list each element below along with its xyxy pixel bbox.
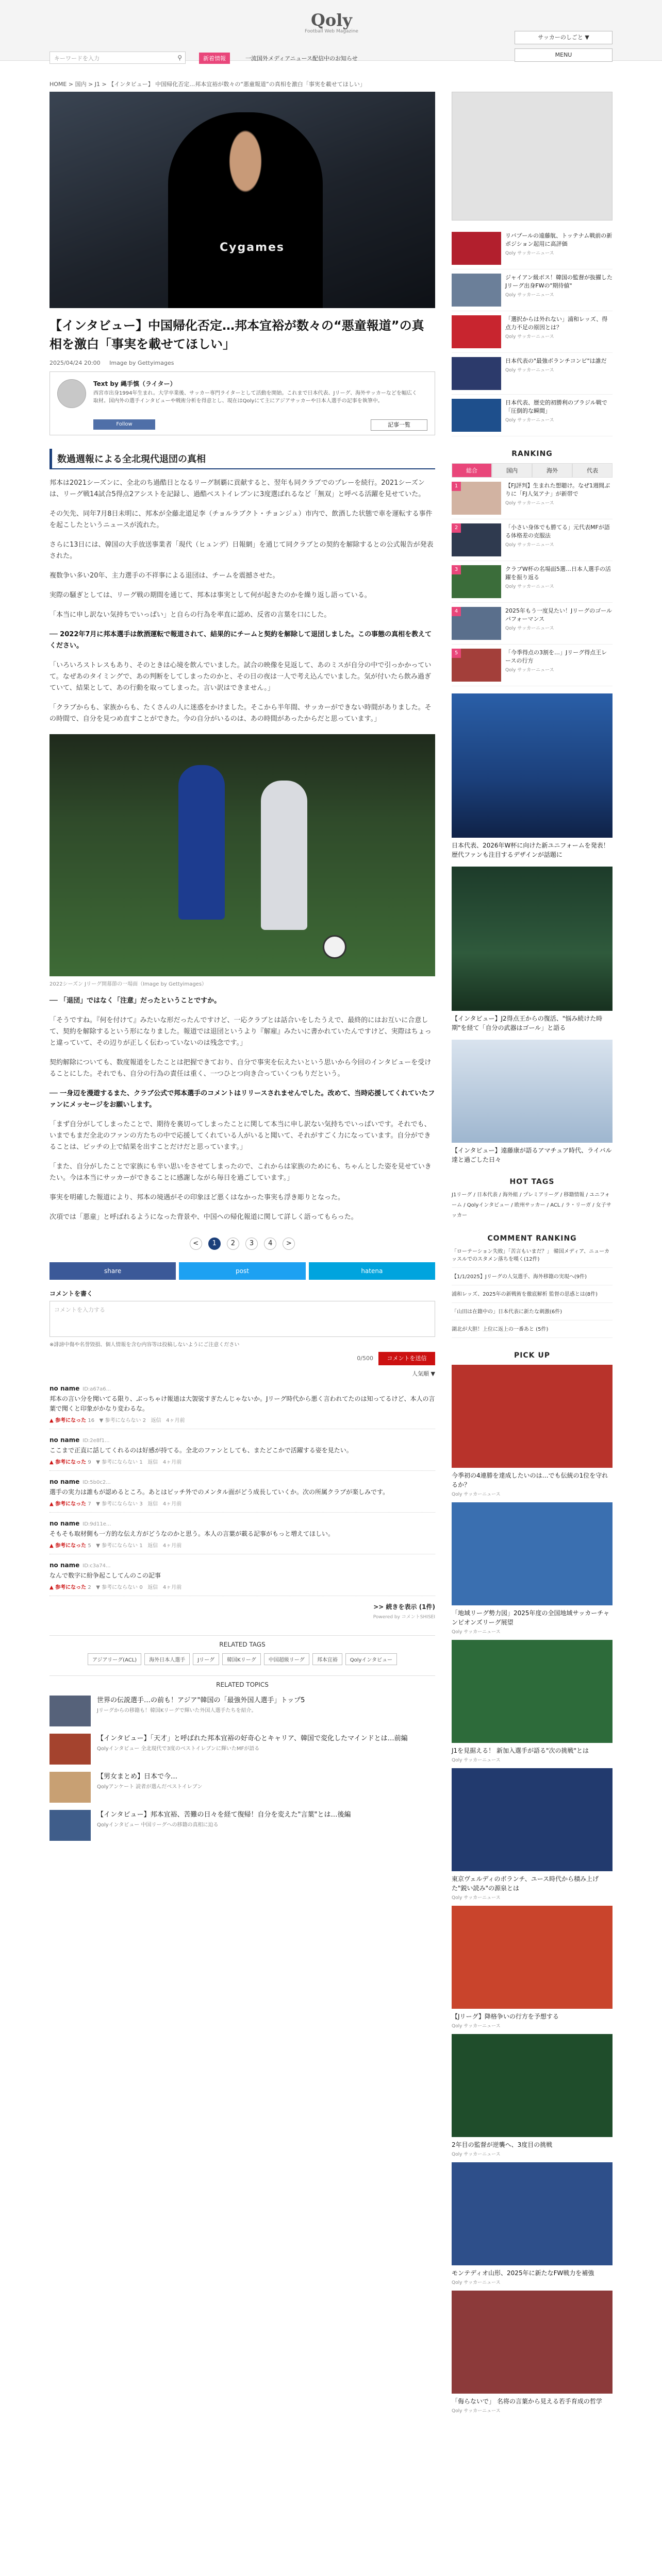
author-bio: 西宮市出身1994年生まれ。大学卒業後、サッカー専門ライターとして活動を開始。これまで日本代表、Jリーグ、海外サッカーなどを幅広く取材。国内外の選手インタビューや戦術分析を得意とし、現在はQolyにて主にアジアサッカーや日本人選手の記事を執筆中。 <box>93 391 417 404</box>
ranking-number: 4 <box>452 607 461 616</box>
comment-good-button[interactable]: ▲ 参考になった <box>49 1460 87 1465</box>
topic-thumbnail <box>49 1696 91 1726</box>
news-source: Qoly サッカーニュース <box>505 418 554 423</box>
news-thumbnail <box>452 315 501 348</box>
comment-ranking-item[interactable]: 「山田は在籍中の」日本代表に新たな刺激(6件) <box>452 1308 613 1320</box>
comment-sort-select[interactable]: 人気順 ▼ <box>412 1370 435 1377</box>
comment-ranking-item[interactable]: 「ローテーション失敗」「苦言もいまだ？」 韓国メディア、ニューカッスルでのスタメン落ちを嘆く(12件) <box>452 1248 613 1268</box>
comment-good-count: 16 <box>88 1418 95 1423</box>
sidebar-ad[interactable] <box>452 92 613 221</box>
comment-text: 選手の実力は誰もが認めるところ。あとはピッチ外でのメンタル面がどう成長していくか。次の所属クラブが楽しみです。 <box>49 1488 389 1496</box>
pickup-title-text: 今季初の4連勝を達成したいのは…でも伝統の1位を守れるか？ <box>452 1472 608 1488</box>
feature-image <box>452 1040 613 1143</box>
related-tags-title: RELATED TAGS <box>49 1635 435 1648</box>
feature-image <box>452 867 613 1011</box>
related-topic-item[interactable] <box>49 1696 435 1726</box>
paragraph: さらに13日には、韓国の大手放送事業者「現代（ヒュンデ）日報網」を通じて同クラブとの契約を解除するとの公式報告が発表された。 <box>49 541 434 560</box>
article-date: 2025/04/24 20:00 <box>49 360 101 366</box>
pickup-source: Qoly サッカーニュース <box>452 1630 501 1635</box>
pickup-image <box>452 1640 613 1743</box>
comment-bad-count: 2 <box>142 1418 146 1423</box>
article-main <box>49 92 435 1841</box>
ranking-title-text: クラブW杯の名場面5選…日本人選手の活躍を振り返る <box>505 566 611 581</box>
pickup-title: PICK UP <box>514 1351 551 1360</box>
ranking-number: 1 <box>452 482 461 491</box>
comment-form-title: コメントを書く <box>49 1290 93 1297</box>
tag-link[interactable]: 邦本宜裕 <box>312 1653 342 1665</box>
job-dropdown-button[interactable]: サッカーのしごと ▼ <box>515 31 613 44</box>
ranking-item[interactable] <box>452 603 613 645</box>
ranking-item[interactable] <box>452 645 613 686</box>
comment-note: ※誹謗中傷や名誉毀損、個人情報を含む内容等は投稿しないようにご注意ください <box>49 1342 240 1348</box>
pickup-title-text: J1を見据える！ 新加入選手が語る"次の挑戦"とは <box>452 1747 589 1754</box>
sidebar-news <box>452 228 613 436</box>
ranking-title-text: 2025年もう一度見たい！Jリーグのゴールパフォーマンス <box>505 607 613 622</box>
paragraph: 契約解除についても、数度報道をしたことは把握できており、自分で事実を伝えたいという思いから今回のインタビューを受けることにした。それでも、自分の行為の責任は重く、一つひとつ向き合っていくつもりだという。 <box>49 1059 432 1078</box>
search-icon[interactable]: ⚲ <box>177 54 182 61</box>
pickup-source: Qoly サッカーニュース <box>452 2024 501 2029</box>
x-post-button[interactable]: post <box>179 1262 305 1280</box>
sidebar <box>452 92 613 2414</box>
comment-item <box>49 1436 435 1471</box>
ranking-item[interactable] <box>452 519 613 561</box>
paragraph: 実際の騒ぎとしては、リーグ戦の期間を通じて、邦本は事実として何が起きたのかを繰り返し語っている。 <box>49 591 371 599</box>
comment-time: 4ヶ月前 <box>162 1501 182 1507</box>
comment-text: そもそも取材側も一方的な伝え方がどうなのかと思う。本人の言葉が載る記事がもっと増えてほしい。 <box>49 1530 335 1537</box>
feature-card[interactable] <box>452 1040 613 1164</box>
ranking-thumbnail <box>452 649 501 682</box>
comment-id: ID:9d11e... <box>82 1521 111 1527</box>
comment-author: no name <box>49 1436 80 1444</box>
comment-item <box>49 1520 435 1554</box>
ranking-source: Qoly サッカーニュース <box>505 626 554 631</box>
match-photo <box>49 734 435 976</box>
pickup-title-text: 2年目の監督が逆襲へ、3度目の挑戦 <box>452 2141 553 2148</box>
pickup-source: Qoly サッカーニュース <box>452 1758 501 1763</box>
page-link[interactable]: 1 <box>208 1238 221 1250</box>
feature-image <box>452 693 613 838</box>
comment-text: ここまで正直に話してくれるのは好感が持てる。全北のファンとしても、またどこかで活躍する姿を見たい。 <box>49 1447 353 1454</box>
sidebar-news-item[interactable] <box>452 228 613 269</box>
comment-id: ID:5b0c2... <box>82 1480 111 1485</box>
comment-text: 邦本の言い分を聞いてる限り、ぶっちゃけ報道は大袈裟すぎたんじゃないか。Jリーグ時代から悪く言われてたのは知ってるけど、本人の言葉で聞くと印象がかなり変わるな。 <box>49 1395 435 1412</box>
comment-good-button[interactable]: ▲ 参考になった <box>49 1418 87 1423</box>
topic-sub: Qolyインタビュー 全北現代で3度のベストイレブンに輝いたMFが語る <box>97 1746 260 1752</box>
comment-time: 4ヶ月前 <box>162 1460 182 1465</box>
pickup-item[interactable] <box>452 2162 613 2285</box>
topic-thumbnail <box>49 1734 91 1765</box>
sidebar-news-item[interactable] <box>452 395 613 436</box>
sidebar-news-item[interactable] <box>452 353 613 395</box>
comment-id: ID:2e8f1... <box>82 1438 110 1444</box>
pickup-image <box>452 1365 613 1468</box>
ranking-list <box>452 478 613 686</box>
comment-good-button[interactable]: ▲ 参考になった <box>49 1585 87 1590</box>
news-source: Qoly サッカーニュース <box>505 334 554 340</box>
sidebar-news-item[interactable] <box>452 269 613 311</box>
comment-bad-button[interactable]: ▼ 参考にならない <box>96 1585 138 1590</box>
interview-question: ── 2022年7月に邦本選手は飲酒運転で報道されて、結果的にチームと契約を解除して退団しました。この事態の真相を教えてください。 <box>49 631 432 650</box>
breadcrumb[interactable]: HOME > 国内 > J1 > 【インタビュー】 中国帰化否定…邦本宜裕が数々の“悪童報道”の真相を激白「事実を載せてほしい」 <box>49 81 366 88</box>
comment-id: ID:c3a74... <box>82 1563 111 1569</box>
ranking-thumbnail <box>452 565 501 598</box>
comment-id: ID:a67a6... <box>82 1386 111 1392</box>
pickup-item[interactable] <box>452 1502 613 1635</box>
comment-ranking-list <box>452 1248 613 1338</box>
tab-ranking-domestic[interactable]: 国内 <box>492 463 532 478</box>
comment-good-count: 5 <box>88 1543 91 1549</box>
tag-link[interactable]: Qolyインタビュー <box>345 1653 397 1665</box>
comment-reply-button[interactable]: 返信 <box>147 1543 158 1549</box>
comment-good-button[interactable]: ▲ 参考になった <box>49 1501 87 1507</box>
related-topics <box>49 1696 435 1841</box>
section-heading: 数過週報による全北現代退団の真相 <box>49 449 435 469</box>
comment-good-count: 7 <box>88 1501 91 1507</box>
comment-author: no name <box>49 1385 80 1392</box>
related-tags <box>49 1653 435 1665</box>
ranking-item[interactable] <box>452 478 613 519</box>
facebook-share-button[interactable]: share <box>49 1262 176 1280</box>
tag-link[interactable]: 海外日本人選手 <box>144 1653 190 1665</box>
news-thumbnail <box>452 357 501 390</box>
more-comments-link[interactable]: >> 続きを表示 (1件) <box>373 1603 435 1611</box>
comment-good-count: 2 <box>88 1585 91 1590</box>
comment-ranking-title: COMMENT RANKING <box>487 1234 577 1243</box>
ranking-title-text: 「今季得点の3割を…」Jリーグ得点王レースの行方 <box>505 649 607 664</box>
page-prev[interactable]: < <box>190 1238 202 1250</box>
pickup-title-text: モンテディオ山形、2025年に新たなFW戦力を補強 <box>452 2269 594 2277</box>
pickup-title-text: 東京ヴェルディのボランチ、ユース時代から積み上げた"鋭い読み"の源泉とは <box>452 1875 599 1892</box>
comment-bad-button[interactable]: ▼ 参考にならない <box>96 1501 138 1507</box>
ranking-source: Qoly サッカーニュース <box>505 501 554 506</box>
news-source: Qoly サッカーニュース <box>505 251 554 256</box>
page-link[interactable]: 3 <box>245 1238 258 1250</box>
comment-reply-button[interactable]: 返信 <box>147 1501 158 1507</box>
photo-player-blue <box>178 765 225 920</box>
comment-item <box>49 1562 435 1596</box>
ranking-number: 3 <box>452 565 461 574</box>
comment-author: no name <box>49 1562 80 1569</box>
pickup-title-text: 「地域リーグ勢力図」2025年度の全国地域サッカーチャンピオンズリーグ展望 <box>452 1609 609 1626</box>
pickup-item[interactable] <box>452 1365 613 1497</box>
comment-submit-button[interactable]: コメントを送信 <box>378 1352 435 1365</box>
pickup-list <box>452 1365 613 2414</box>
comment-good-count: 9 <box>88 1460 91 1465</box>
paragraph: 次項では「悪童」と呼ばれるようになった背景や、中国への帰化報道に関して詳しく語ってもらった。 <box>49 1213 358 1221</box>
photo-caption: 2022シーズン Jリーグ開幕節の一場面（Image by Gettyimages） <box>49 981 207 987</box>
topic-title: 【インタビュー】邦本宜裕、苦難の日々を経て復帰！自分を変えた"言葉"とは…後編 <box>97 1811 351 1819</box>
share-bar <box>49 1262 435 1280</box>
comment-textarea[interactable]: コメントを入力する <box>49 1301 435 1337</box>
comment-bad-button[interactable]: ▼ 参考にならない <box>96 1460 138 1465</box>
ranking-source: Qoly サッカーニュース <box>505 543 554 548</box>
tag-link[interactable]: 韓国Kリーグ <box>222 1653 261 1665</box>
feature-title: 【インタビュー】J2得点王からの復活、"悩み続けた時期"を経て「自分の武器はゴール」と語る <box>452 1015 603 1031</box>
topic-sub: Qolyアンケート 読者が選んだベストイレブン <box>97 1784 203 1790</box>
comment-char-count: 0/500 <box>357 1355 373 1362</box>
topic-thumbnail <box>49 1772 91 1803</box>
paragraph: 「クラブからも、家族からも、たくさんの人に迷惑をかけました。そこから半年間、サッカーができない時間がありました。その時間で、自分を見つめ直すことができた。今の自分がいるのは、あの時間があったからだと思っています。」 <box>49 704 432 723</box>
feature-title: 【インタビュー】遠藤康が語るアマチュア時代、ライバル達と過ごした日々 <box>452 1147 612 1163</box>
comment-ranking-item[interactable]: 【1/1/2025】Jリーグの人気選手、海外移籍の実現へ(9件) <box>452 1273 613 1285</box>
hot-tags-list[interactable]: J1リーグ / 日本代表 / 海外組 / プレミアリーグ / 移籍情報 / ユニフォーム / Qolyインタビュー / 欧州サッカー / ACL / ラ・リーガ / 女子サッカー <box>452 1192 611 1218</box>
paragraph: 複数争い多い20年、主力選手の不祥事による退団は、チームを震撼させた。 <box>49 572 279 580</box>
comment-good-button[interactable]: ▲ 参考になった <box>49 1543 87 1549</box>
site-header <box>0 0 662 61</box>
comment-list <box>49 1385 435 1596</box>
news-title: リバプールの遠藤航、トッテナム戦前の新ポジション起用に高評価 <box>505 232 613 247</box>
pickup-source: Qoly サッカーニュース <box>452 2152 501 2157</box>
ranking-source: Qoly サッカーニュース <box>505 668 554 673</box>
paragraph: 邦本は2021シーズンに、全北のち過酷日となるリーグ制覇に貢献すると、翌年も同クラブでのプレーを続行。2021シーズンは、リーグ戦14試合5得点2アシストを記録し、過酷ベストイレブンに3度選ばれるなど「無双」と呼べる活躍を見せていた。 <box>49 479 425 498</box>
paragraph: その矢先、同年7月8日未明に、邦本が全藤北道足李（チョルラブクト・チョンジュ）市内で、飲酒した状態で車を運転する事件を起こしたというニュースが流れた。 <box>49 510 433 529</box>
comment-reply-button[interactable]: 返信 <box>147 1460 158 1465</box>
comment-time: 4ヶ月前 <box>166 1418 185 1423</box>
comment-form <box>49 1289 435 1378</box>
pickup-item[interactable] <box>452 2291 613 2414</box>
hatena-share-button[interactable]: hatena <box>309 1262 435 1280</box>
tag-link[interactable]: 中国超級リーグ <box>264 1653 309 1665</box>
soccer-ball-icon <box>323 935 346 959</box>
comment-item <box>49 1385 435 1429</box>
topic-title: 【男女まとめ】日本で今… <box>97 1773 178 1781</box>
pickup-image <box>452 2291 613 2394</box>
menu-button[interactable]: MENU <box>515 48 613 62</box>
news-thumbnail <box>452 399 501 432</box>
related-topic-item[interactable] <box>49 1810 435 1841</box>
author-avatar[interactable] <box>57 379 86 408</box>
sidebar-news-item[interactable] <box>452 311 613 353</box>
ranking-thumbnail <box>452 607 501 640</box>
news-title: 日本代表、歴史的初勝利のブラジル戦で「圧倒的な瞬間」 <box>505 399 607 414</box>
feature-card[interactable] <box>452 693 613 859</box>
pickup-item[interactable] <box>452 1906 613 2029</box>
paragraph: 事実を明確した報道により、邦本の境遇がその印象ほど悪くはなかった事実も浮き彫りとなった。 <box>49 1194 345 1201</box>
topic-title: 世界の伝説選手…の前も！アジア"韓国の「最強外国人選手」トップ5 <box>97 1697 305 1704</box>
tag-link[interactable]: アジアリーグ(ACL) <box>88 1653 141 1665</box>
topic-title: 【インタビュー】「天才」と呼ばれた邦本宜裕の好奇心とキャリア、韓国で変化したマインドとは…前編 <box>97 1735 408 1742</box>
paragraph: 「いろいろストレスもあり、そのときは心境を飲んでいました。試合の映像を見返して、あのミスが自分の中で引っかかっていて。なぜあのタイミングで、あの判断をしてしまったのかと、その日の夜は一人で考え込んでいました。気が付いたら飲み過ぎていて、結果として、あの行動を取ってしまった。言い訳はできません。」 <box>49 662 432 692</box>
author-box <box>49 371 435 435</box>
hero-image <box>49 92 435 308</box>
news-source: Qoly サッカーニュース <box>505 368 554 373</box>
news-thumbnail <box>452 274 501 307</box>
pickup-item[interactable] <box>452 2034 613 2157</box>
article-meta <box>49 360 435 366</box>
comment-item <box>49 1478 435 1513</box>
pickup-item[interactable] <box>452 1768 613 1901</box>
photo-player-white <box>261 781 307 930</box>
hero-player-figure <box>168 112 323 308</box>
site-logo[interactable]: Qoly <box>311 10 352 30</box>
pickup-source: Qoly サッカーニュース <box>452 1895 501 1901</box>
comment-reply-button[interactable]: 返信 <box>151 1418 161 1423</box>
pickup-source: Qoly サッカーニュース <box>452 2409 501 2414</box>
news-title: 「選択からは外れない」浦和レッズ、得点力不足の原因とは？ <box>505 316 608 331</box>
comment-time: 4ヶ月前 <box>162 1543 182 1549</box>
promo-link[interactable]: 一流国外メディアニュース配信中のお知らせ <box>245 55 358 62</box>
tab-ranking-overseas[interactable]: 海外 <box>532 463 572 478</box>
comment-ranking-item[interactable]: 浦和レッズ、2025年の新戦術を徹底解析 監督の思惑とは(8件) <box>452 1291 613 1303</box>
paragraph: 「また、自分がしたことで家族にも辛い思いをさせてしまったので、これからは家族のためにも、ちゃんとした姿を見せていきたい。今は本当にサッカーができることに感謝しながら毎日を過ごしています。」 <box>49 1163 432 1182</box>
page-link[interactable]: 4 <box>264 1238 276 1250</box>
related-topic-item[interactable] <box>49 1734 435 1765</box>
pickup-source: Qoly サッカーニュース <box>452 1492 501 1497</box>
comment-text: なんで数字に紛争起こしてんのこの記事 <box>49 1572 161 1579</box>
paragraph: 「まず自分がしてしまったことで、期待を裏切ってしまったことに関して本当に申し訳ない気持ちでいっぱいです。それでも、いまでもまだ全北のファンの方たちの中で応援してくれている人がいると聞いて、それがすごく力になっています。自分ができることは、ピッチの上で結果を出すことだけだと思っています。」 <box>49 1121 431 1151</box>
tab-ranking-all[interactable]: 総合 <box>452 463 492 478</box>
pickup-image <box>452 1502 613 1605</box>
author-name-text: 縄手慎（ライター） <box>120 380 176 387</box>
hot-tags-title: HOT TAGS <box>509 1178 555 1186</box>
image-credit: Image by Gettyimages <box>109 360 174 366</box>
comment-ranking-item[interactable]: 湖北が大胆！上位に返上の一番あと (5件) <box>452 1326 613 1338</box>
pickup-title-text: 【Jリーグ】降格争いの行方を予想する <box>452 2013 559 2020</box>
topic-sub: Jリーグからの移籍も！韓国Kリーグで輝いた外国人選手たちを紹介。 <box>97 1708 257 1714</box>
page-link[interactable]: 2 <box>227 1238 239 1250</box>
feature-title: 日本代表、2026年W杯に向けた新ユニフォームを発表！ 歴代ファンも注目するデザインが話題に <box>452 842 609 858</box>
article-title: 【インタビュー】中国帰化否定…邦本宜裕が数々の“悪童報道”の真相を激白「事実を載せてほしい」 <box>49 318 424 351</box>
ranking-source: Qoly サッカーニュース <box>505 584 554 589</box>
tag-link[interactable]: Jリーグ <box>193 1653 219 1665</box>
ranking-item[interactable] <box>452 561 613 603</box>
ranking-number: 5 <box>452 649 461 658</box>
topic-sub: Qolyインタビュー 中国リーグへの移籍の真相に迫る <box>97 1822 219 1828</box>
comment-bad-count: 1 <box>139 1543 143 1549</box>
follow-button[interactable]: Follow <box>93 419 155 430</box>
page-next[interactable]: > <box>283 1238 295 1250</box>
powered-by: Powered by コメントSHISEI <box>373 1615 435 1620</box>
pagination <box>49 1238 435 1250</box>
author-name[interactable] <box>93 379 176 388</box>
ranking-title: RANKING <box>511 450 553 458</box>
promo-badge: 新着情報 <box>199 53 230 64</box>
comment-reply-button[interactable]: 返信 <box>147 1585 158 1590</box>
ranking-tabs <box>452 463 613 478</box>
paragraph: 「本当に申し訳ない気持ちでいっぱい」と自らの行為を率直に認め、反省の言葉を口にした。 <box>49 611 331 619</box>
pickup-image <box>452 1906 613 2009</box>
feature-card[interactable] <box>452 867 613 1032</box>
pickup-image <box>452 1768 613 1871</box>
comment-author: no name <box>49 1478 80 1485</box>
pickup-source: Qoly サッカーニュース <box>452 2280 501 2285</box>
related-topic-item[interactable] <box>49 1772 435 1803</box>
ranking-thumbnail <box>452 482 501 515</box>
paragraph: 「そうですね。『何を付けて』みたいな形だったんですけど、一応クラブとは話合いをしたうえで、最終的にはお互いに合意して、契約を解除するという形になりました。報道では退団というより『解雇』みたいに書かれていたんですけど、実際はちょっと違っていて、その辺りが正しく伝わっていないのは残念です。」 <box>49 1016 432 1047</box>
interview-question: ── 「退団」ではなく「注意」だったということですか。 <box>49 997 221 1005</box>
pickup-image <box>452 2162 613 2265</box>
news-source: Qoly サッカーニュース <box>505 293 554 298</box>
search-input[interactable] <box>49 52 186 64</box>
pickup-item[interactable] <box>452 1640 613 1763</box>
pickup-title-text: 「侮らないで」 名将の言葉から見える若手育成の哲学 <box>452 2398 602 2405</box>
comment-bad-count: 1 <box>139 1460 143 1465</box>
comment-bad-button[interactable]: ▼ 参考にならない <box>96 1543 138 1549</box>
ranking-thumbnail <box>452 523 501 556</box>
tab-ranking-national[interactable]: 代表 <box>572 463 613 478</box>
site-logo-subtitle: Football Web Magazine <box>305 29 358 34</box>
news-title: 日本代表の"最強ボランチコンビ"は誰だ <box>505 358 607 364</box>
comment-bad-button[interactable]: ▼ 参考にならない <box>99 1418 141 1423</box>
topic-thumbnail <box>49 1810 91 1841</box>
author-label: Text by <box>93 380 119 387</box>
interview-question: ── 一身辺を漫遊するまた、クラブ公式で邦本選手のコメントはリリースされませんでした。改めて、当時応援してくれていたファンにメッセージをお願いします。 <box>49 1090 435 1109</box>
related-topics-title: RELATED TOPICS <box>49 1675 435 1688</box>
comment-bad-count: 0 <box>139 1585 143 1590</box>
ranking-title-text: 「小さい身体でも勝てる」元代表MFが語る体格差の克服法 <box>505 524 610 539</box>
news-thumbnail <box>452 232 501 265</box>
search-placeholder: キーワードを入力 <box>54 55 100 62</box>
comment-author: no name <box>49 1520 80 1527</box>
pickup-image <box>452 2034 613 2137</box>
ranking-number: 2 <box>452 523 461 533</box>
author-articles-button[interactable]: 記事一覧 <box>371 419 427 431</box>
news-title: ジャイアン級ボス！韓国の監督が抜擢したJリーグ出身FWの"期待値" <box>505 274 613 289</box>
comment-bad-count: 3 <box>139 1501 143 1507</box>
ranking-title-text: 【FJ評判】生まれた想聴け。なぜ1週間ぶりに「FJ人気アナ」が新帯で <box>505 482 610 497</box>
comment-time: 4ヶ月前 <box>162 1585 182 1590</box>
hero-shirt-sponsor: Cygames <box>220 241 285 254</box>
